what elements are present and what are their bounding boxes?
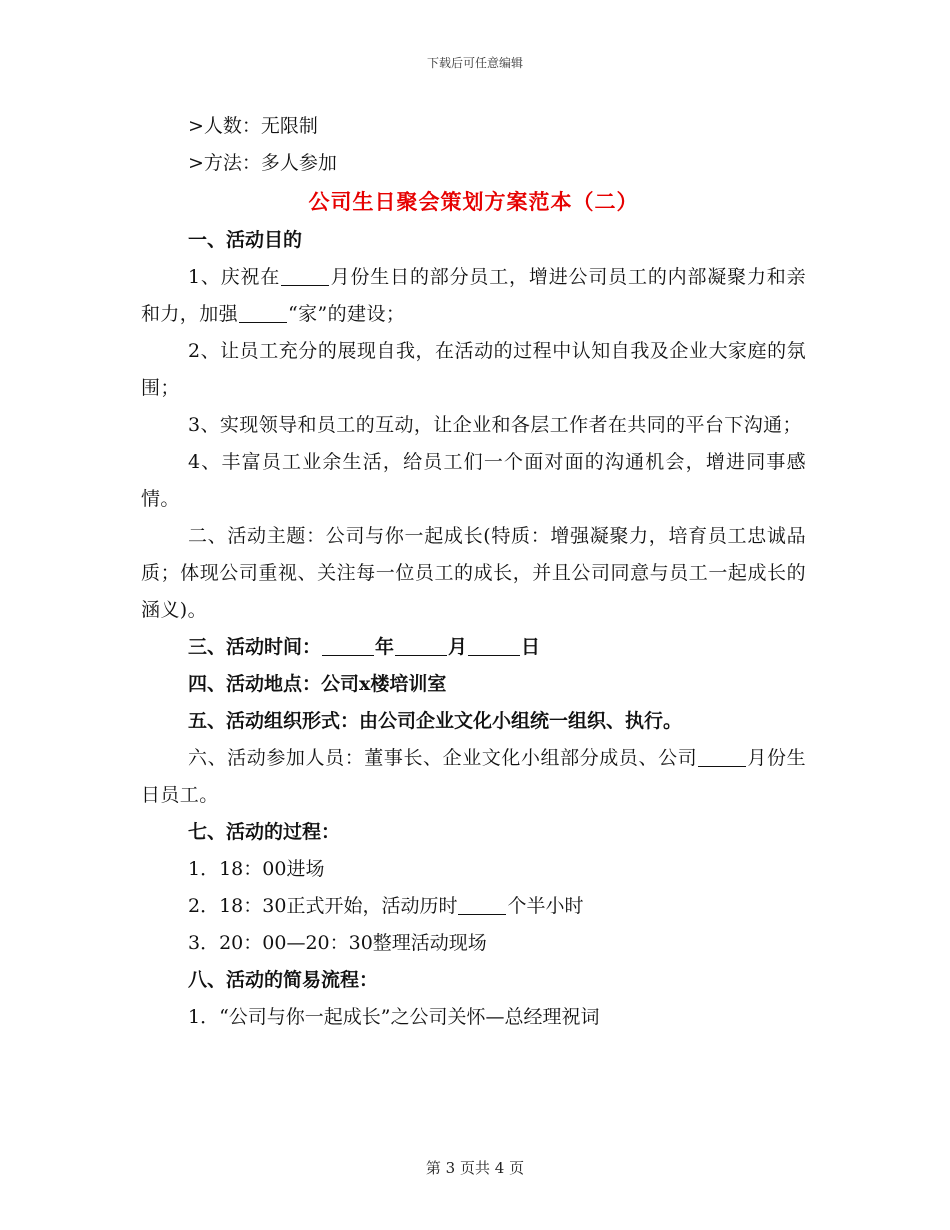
section-4-location: 四、活动地点：公司x楼培训室 [188,673,447,695]
text: 月份生日员工。 [141,747,806,806]
text: 年 [375,636,395,658]
text: 个半小时 [507,895,584,917]
section-6-participants [141,740,806,814]
text: 日 [521,636,541,658]
document-body [141,108,806,1036]
page-footer: 第 3 页共 4 页 [425,1159,525,1177]
text: 2．18：30正式开始，活动历时 [188,895,458,917]
fill-blank [468,635,520,656]
fill-blank [281,265,329,286]
fill-blank [458,894,506,915]
section-1-paragraph-4: 4、丰富员工业余生活，给员工们一个面对面的沟通机会，增进同事感情。 [141,451,806,510]
section-1-paragraph-2: 2、让员工充分的展现自我，在活动的过程中认知自我及企业大家庭的氛围； [141,340,806,399]
page-header: 下载后可任意编辑 [426,56,523,70]
section-7-item-3: 3．20：00—20：30整理活动现场 [188,932,487,954]
section-8-heading: 八、活动的简易流程： [188,969,379,991]
fill-blank [239,302,287,323]
section-3-time [141,629,806,666]
section-7-heading: 七、活动的过程： [188,821,341,843]
section-2-paragraph: 二、活动主题：公司与你一起成长(特质：增强凝聚力，培育员工忠诚品质；体现公司重视、关注每一位员工的成长，并且公司同意与员工一起成长的涵义)。 [141,525,806,621]
document-title: 公司生日聚会策划方案范本（二） [308,189,639,214]
section-1-paragraph-3: 3、实现领导和员工的互动，让企业和各层工作者在共同的平台下沟通； [188,414,802,436]
intro-people: >人数：无限制 [188,115,318,137]
text: “家”的建设； [288,303,406,325]
text: 六、活动参加人员：董事长、企业文化小组部分成员、公司 [188,747,698,769]
section-8-item-1: 1．“公司与你一起成长”之公司关怀—总经理祝词 [188,1006,600,1028]
section-1-heading: 一、活动目的 [188,229,303,251]
text: 月份生日的部分员工，增进公司员工的内部凝聚力和亲和力，加强 [141,266,806,325]
section-7-item-2 [141,888,806,925]
text: 三、活动时间： [188,636,322,658]
fill-blank [322,635,374,656]
fill-blank [395,635,447,656]
text: 月 [448,636,468,658]
section-5-organization: 五、活动组织形式：由公司企业文化小组统一组织、执行。 [188,710,683,732]
section-7-item-1: 1．18：00进场 [188,858,325,880]
fill-blank [698,746,746,767]
text: 1、庆祝在 [188,266,281,288]
intro-method: >方法：多人参加 [188,152,337,174]
section-1-paragraph-1 [141,259,806,333]
